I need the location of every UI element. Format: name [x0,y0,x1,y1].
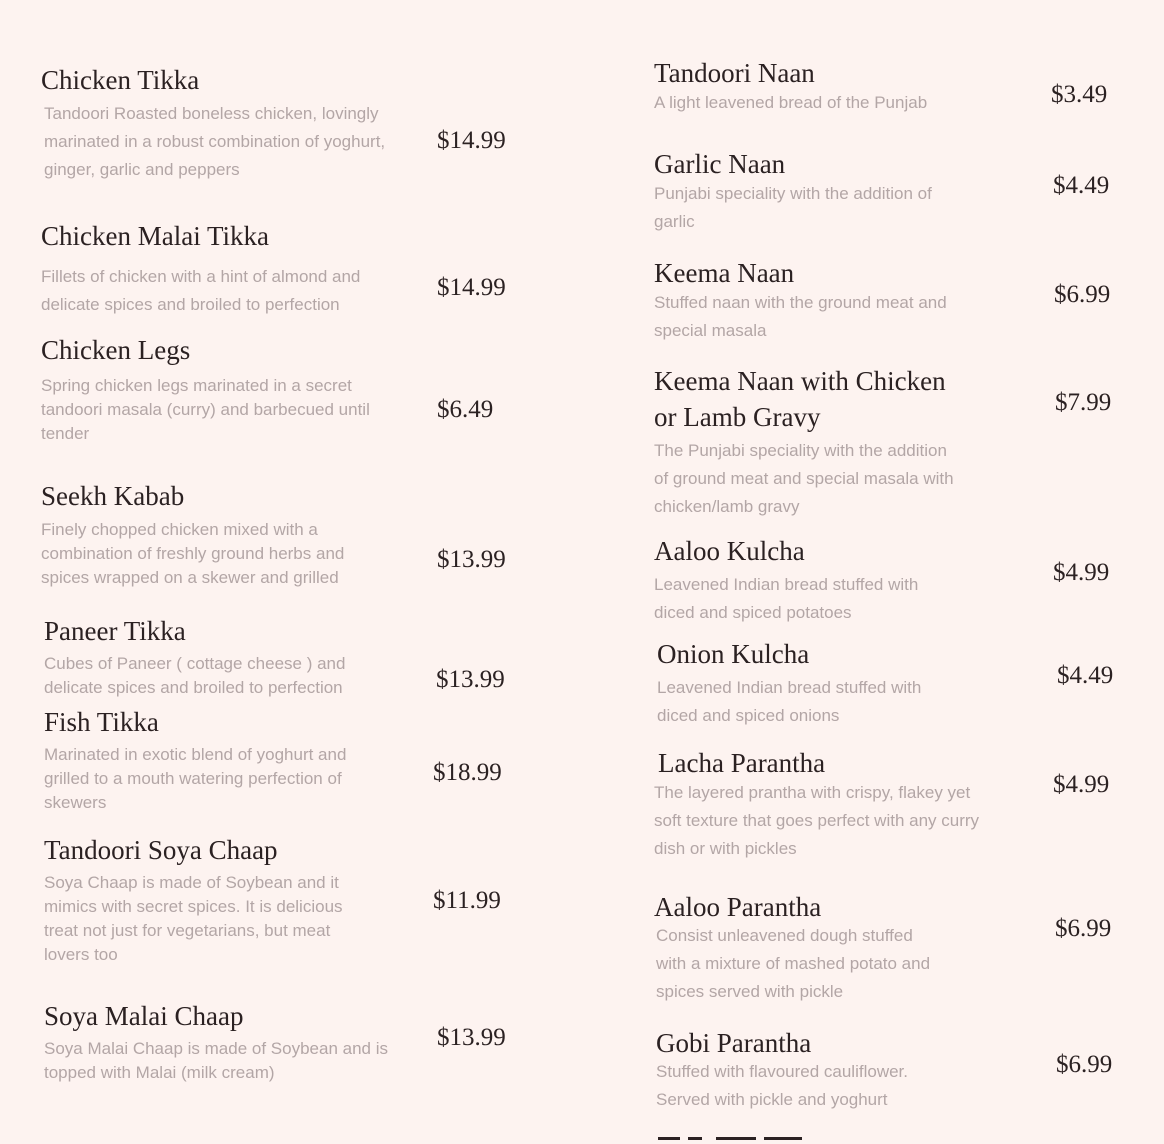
item-price: $6.49 [437,396,494,423]
item-price: $13.99 [437,546,506,573]
item-description: Soya Chaap is made of Soybean and it mimics with secret spices. It is delicious treat not just for vegetarians, but meat lovers too [44,873,343,964]
item-price: $14.99 [437,127,506,154]
menu-item [654,363,1134,528]
header-flourish-icon [296,0,386,4]
item-name: Chicken Legs [41,335,191,365]
header-flourish-icon [820,0,910,4]
menu-item [654,533,1134,633]
item-name: Onion Kulcha [657,639,810,669]
menu-item [654,55,1134,125]
menu-item [41,62,521,202]
menu-item [654,889,1134,1014]
item-name: Soya Malai Chaap [44,1001,244,1031]
cut-off-item-name [656,1132,826,1144]
item-price: $4.49 [1057,662,1114,689]
item-name: Chicken Malai Tikka [41,221,269,251]
item-name: Chicken Tikka [41,65,200,95]
item-description: Finely chopped chicken mixed with a combination of freshly ground herbs and spices wrapped on a skewer and grilled [41,520,345,587]
item-price: $3.49 [1051,81,1108,108]
item-name: Paneer Tikka [44,616,186,646]
item-name: Keema Naan [654,258,795,288]
item-name: Aaloo Kulcha [654,536,805,566]
cut-off-text-fragment [656,1135,826,1144]
menu-item [41,218,521,328]
item-price: $7.99 [1055,389,1112,416]
item-description: Spring chicken legs marinated in a secret tandoori masala (curry) and barbecued until tender [41,376,370,443]
cut-off-header-left [296,0,386,4]
menu-item [656,1025,1136,1120]
item-price: $11.99 [433,887,501,914]
item-price: $6.99 [1056,1051,1113,1078]
item-price: $18.99 [433,759,502,786]
menu-item [44,613,524,708]
item-name: Seekh Kabab [41,481,185,511]
item-description: Tandoori Roasted boneless chicken, lovingly marinated in a robust combination of yoghurt, ginger, garlic and peppers [44,104,386,179]
item-description: Fillets of chicken with a hint of almond and delicate spices and broiled to perfection [41,267,361,314]
item-description: Stuffed with flavoured cauliflower. Served with pickle and yoghurt [656,1062,908,1109]
menu-item [654,146,1134,246]
item-price: $4.99 [1053,559,1110,586]
item-price: $6.99 [1054,281,1111,308]
item-name: Tandoori Soya Chaap [44,835,278,865]
item-price: $6.99 [1055,915,1112,942]
item-description: Soya Malai Chaap is made of Soybean and is topped with Malai (milk cream) [44,1039,388,1082]
item-description: The layered prantha with crispy, flakey yet soft texture that goes perfect with any curry dish or with pickles [654,783,980,858]
item-description: The Punjabi speciality with the addition of ground meat and special masala with chicken/lamb gravy [654,441,954,516]
item-name: Tandoori Naan [654,58,815,88]
item-description: Marinated in exotic blend of yoghurt and grilled to a mouth watering perfection of skewers [44,745,347,812]
item-description: Cubes of Paneer ( cottage cheese ) and delicate spices and broiled to perfection [44,654,346,697]
item-name: Lacha Parantha [658,748,826,778]
item-description: Consist unleavened dough stuffed with a mixture of mashed potato and spices served with pickle [656,926,931,1001]
menu-item [44,998,524,1098]
item-description: Leavened Indian bread stuffed with diced and spiced onions [657,678,922,725]
item-name: Garlic Naan [654,149,786,179]
menu-item [654,745,1134,870]
item-name: Gobi Parantha [656,1028,812,1058]
menu-item [654,255,1134,355]
item-description: Stuffed naan with the ground meat and special masala [654,293,947,340]
item-description: A light leavened bread of the Punjab [654,93,928,112]
item-price: $13.99 [437,1024,506,1051]
item-description: Punjabi speciality with the addition of garlic [654,184,932,231]
menu-item [657,636,1137,736]
item-name: Keema Naan with Chicken or Lamb Gravy [654,366,946,432]
item-name: Aaloo Parantha [654,892,822,922]
menu-item [44,704,524,824]
item-name: Fish Tikka [44,707,159,737]
menu-item [41,332,521,457]
cut-off-header-right [820,0,910,4]
item-description: Leavened Indian bread stuffed with diced and spiced potatoes [654,575,919,622]
item-price: $4.49 [1053,172,1110,199]
item-price: $13.99 [436,666,505,693]
menu-item [44,832,524,972]
item-price: $14.99 [437,274,506,301]
menu-item [41,478,521,603]
item-price: $4.99 [1053,771,1110,798]
